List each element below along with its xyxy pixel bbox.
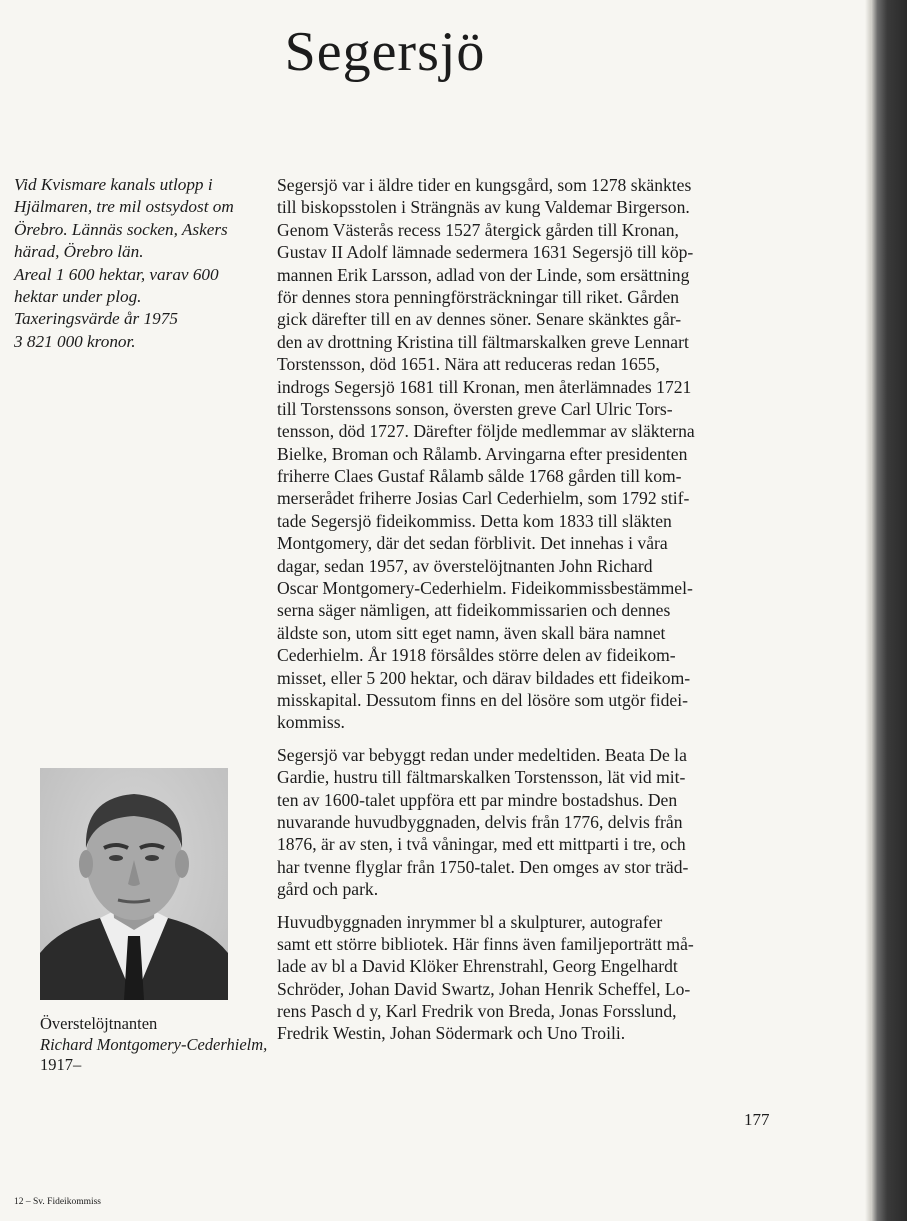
text-line: Gardie, hustru till fältmarskalken Torstensson, lät vid mit- (277, 767, 686, 788)
caption-rank: Överstelöjtnanten (40, 1014, 158, 1033)
building-paragraph (277, 744, 774, 901)
text-line: Schröder, Johan David Swartz, Johan Henrik Scheffel, Lo- (277, 978, 691, 999)
text-line: Genom Västerås recess 1527 återgick gården till Kronan, (277, 219, 679, 240)
text-line: äldste son, utom sitt eget namn, även skall bära namnet (277, 622, 666, 643)
text-line: lade av bl a David Klöker Ehrenstrahl, Georg Engelhardt (277, 956, 678, 977)
text-line: Oscar Montgomery-Cederhielm. Fideikommissbestämmel- (277, 578, 693, 599)
text-line: ten av 1600-talet uppföra ett par mindre bostadshus. Den (277, 789, 678, 810)
photo-caption (40, 1014, 280, 1076)
text-line: gård och park. (277, 879, 379, 900)
book-spine (871, 0, 907, 1221)
sidebar-line: hektar under plog. (14, 287, 142, 307)
text-line: mannen Erik Larsson, adlad von der Linde, som ersättning (277, 264, 690, 285)
text-line: Torstensson, död 1651. Nära att reduceras redan 1655, (277, 354, 660, 375)
text-line: för dennes stora penningförsträckningar till riket. Gården (277, 286, 680, 307)
text-line: tensson, död 1727. Därefter följde medlemmar av släkterna (277, 421, 695, 442)
caption-name: Richard Montgomery-Cederhielm, (40, 1034, 268, 1054)
text-line: till biskopsstolen i Strängnäs av kung Valdemar Birgerson. (277, 197, 690, 218)
text-line: rens Pasch d y, Karl Fredrik von Breda, Jonas Forsslund, (277, 1001, 677, 1022)
text-line: indrogs Segersjö 1681 till Kronan, men återlämnades 1721 (277, 376, 692, 397)
text-line: merserådet friherre Josias Carl Cederhielm, som 1792 stif- (277, 488, 690, 509)
text-line: nuvarande huvudbyggnaden, delvis från 1776, delvis från (277, 811, 683, 832)
text-line: misskapital. Dessutom finns en del lösöre som utgör fidei- (277, 689, 688, 710)
text-line: misset, eller 5 200 hektar, och därav bildades ett fideikom- (277, 667, 691, 688)
page-number: 177 (744, 1110, 770, 1129)
sidebar-line: Vid Kvismare kanals utlopp i (14, 175, 213, 194)
sidebar-line: Hjälmaren, tre mil ostsydost om (14, 197, 234, 217)
location-sidebar (14, 174, 259, 353)
text-line: Segersjö var bebyggt redan under medeltiden. Beata De la (277, 744, 687, 765)
caption-year: 1917– (40, 1055, 82, 1074)
portrait-photo (40, 768, 228, 1000)
signature-footer: 12 – Sv. Fideikommiss (14, 1197, 102, 1207)
text-line: serna säger nämligen, att fideikommissarien och dennes (277, 600, 671, 621)
text-line: friherre Claes Gustaf Rålamb sålde 1768 gården till kom- (277, 466, 682, 487)
text-line: samt ett större bibliotek. Här finns även familjeporträtt må- (277, 933, 694, 954)
history-paragraph (277, 174, 774, 734)
text-line: Fredrik Westin, Johan Södermark och Uno Troili. (277, 1023, 626, 1044)
page-title: Segersjö (284, 21, 486, 83)
sidebar-line: Taxeringsvärde år 1975 (14, 309, 178, 329)
text-line: dagar, sedan 1957, av överstelöjtnanten John Richard (277, 555, 653, 576)
text-line: tade Segersjö fideikommiss. Detta kom 1833 till släkten (277, 510, 672, 531)
text-line: den av drottning Kristina till fältmarskalken greve Lennart (277, 331, 689, 352)
text-line: Cederhielm. År 1918 försåldes större delen av fideikom- (277, 645, 676, 666)
sidebar-line: Areal 1 600 hektar, varav 600 (14, 264, 219, 284)
main-text (277, 174, 774, 1055)
text-line: Montgomery, där det sedan förblivit. Det innehas i våra (277, 533, 668, 554)
text-line: Bielke, Broman och Rålamb. Arvingarna efter presidenten (277, 443, 688, 464)
sidebar-line: Örebro. Lännäs socken, Askers (14, 219, 228, 239)
collection-paragraph (277, 911, 774, 1045)
text-line: Segersjö var i äldre tider en kungsgård, som 1278 skänktes (277, 175, 692, 195)
text-line: kommiss. (277, 712, 345, 733)
text-line: har tvenne flyglar från 1750-talet. Den omges av stor träd- (277, 856, 689, 877)
text-line: Gustav II Adolf lämnade sedermera 1631 Segersjö till köp- (277, 242, 694, 263)
text-line: till Torstenssons sonson, översten greve Carl Ulric Tors- (277, 398, 673, 419)
text-line: 1876, är av sten, i två våningar, med ett mittparti i tre, och (277, 834, 686, 855)
sidebar-line: härad, Örebro län. (14, 242, 144, 262)
text-line: Huvudbyggnaden inrymmer bl a skulpturer, autografer (277, 911, 663, 932)
sidebar-line: 3 821 000 kronor. (14, 331, 136, 351)
text-line: gick därefter till en av dennes söner. Senare skänktes går- (277, 309, 682, 330)
portrait-illustration (40, 768, 228, 1000)
